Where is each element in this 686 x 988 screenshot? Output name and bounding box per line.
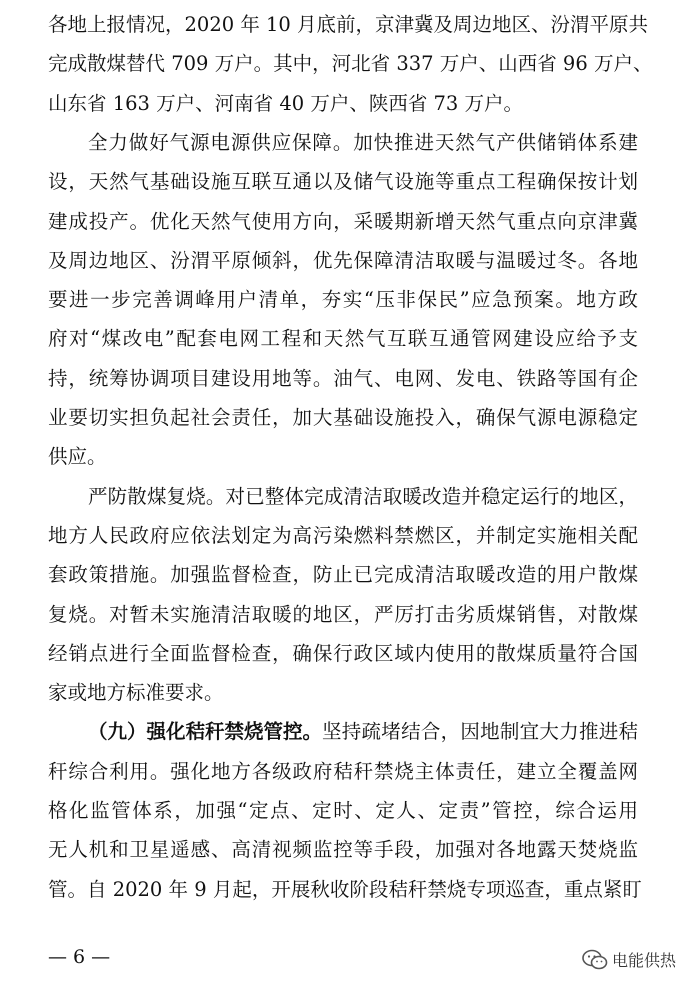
text-line: 管。自 2020 年 9 月起，开展秋收阶段秸秆禁烧专项巡查，重点紧盯: [48, 877, 642, 901]
section-nine-first-line: [88, 717, 638, 747]
text-line: 建成投产。优化天然气使用方向，采暖期新增天然气重点向京津冀: [48, 209, 638, 233]
text-line: 设，天然气基础设施互联互通以及储气设施等重点工程确保按计划: [48, 170, 638, 194]
text-line: 完成散煤替代 709 万户。其中，河北省 337 万户、山西省 96 万户、: [48, 52, 653, 76]
watermark: [582, 948, 676, 971]
text-line: 秆综合利用。强化地方各级政府秸秆禁烧主体责任，建立全覆盖网: [48, 759, 638, 783]
text-line: 无人机和卫星遥感、高清视频监控等手段，加强对各地露天焚烧监: [48, 838, 638, 862]
text-line: 全力做好气源电源供应保障。加快推进天然气产供储销体系建: [88, 130, 638, 154]
text-line: 严防散煤复烧。对已整体完成清洁取暖改造并稳定运行的地区，: [88, 484, 638, 508]
text-line: 经销点进行全面监督检查，确保行政区域内使用的散煤质量符合国: [48, 641, 638, 665]
text-line: 套政策措施。加强监督检查，防止已完成清洁取暖改造的用户散煤: [48, 563, 638, 587]
wechat-icon: [582, 949, 608, 971]
text-line: 供应。: [48, 445, 107, 469]
text-line: 业要切实担负起社会责任，加大基础设施投入，确保气源电源稳定: [48, 406, 638, 429]
section-heading: （九）强化秸秆禁烧管控。: [88, 720, 323, 744]
text-line: 持，统筹协调项目建设用地等。油气、电网、发电、铁路等国有企: [48, 366, 638, 390]
text-line: 山东省 163 万户、河南省 40 万户、陕西省 73 万户。: [48, 91, 524, 115]
text-line: 复烧。对暂未实施清洁取暖的地区，严厉打击劣质煤销售，对散煤: [48, 602, 638, 626]
text-line: 格化监管体系，加强“定点、定时、定人、定责”管控，综合运用: [48, 799, 638, 822]
page-number: — 6 —: [48, 946, 111, 968]
text-line: 要进一步完善调峰用户清单，夯实“压非保民”应急预案。地方政: [48, 288, 638, 312]
text-line: 府对“煤改电”配套电网工程和天然气互联互通管网建设应给予支: [48, 327, 638, 351]
text-line: 及周边地区、汾渭平原倾斜，优先保障清洁取暖与温暖过冬。各地: [48, 248, 638, 272]
text-line: 坚持疏堵结合，因地制宜大力推进秸: [322, 720, 638, 744]
text-line: 各地上报情况，2020 年 10 月底前，京津冀及周边地区、汾渭平原共: [48, 13, 649, 36]
text-line: 家或地方标准要求。: [48, 681, 224, 705]
watermark-text: 电能供热: [611, 951, 676, 970]
text-line: 地方人民政府应依法划定为高污染燃料禁燃区，并制定实施相关配: [48, 523, 638, 547]
